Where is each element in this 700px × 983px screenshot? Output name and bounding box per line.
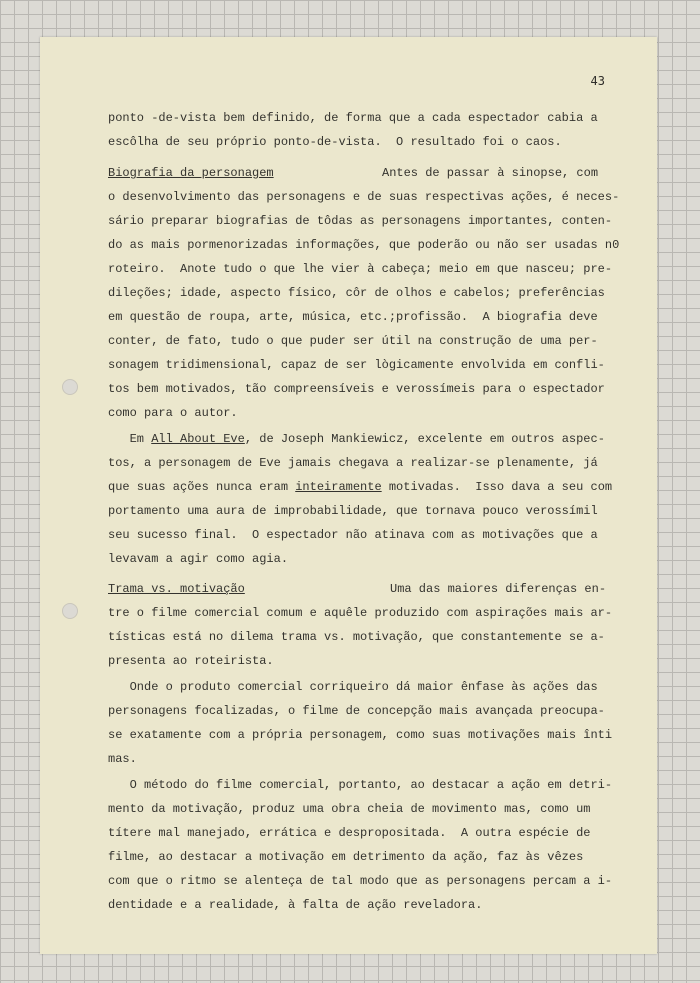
text-line: dileções; idade, aspecto físico, côr de olhos e cabelos; preferências [108, 286, 605, 300]
text-line: seu sucesso final. O espectador não atinava com as motivações que a [108, 528, 598, 542]
text-line: escôlha de seu próprio ponto-de-vista. O resultado foi o caos. [108, 135, 562, 149]
text-line: tos bem motivados, tão compreensíveis e verossímeis para o espectador [108, 382, 605, 396]
text-line: mento da motivação, produz uma obra cheia de movimento mas, como um [108, 802, 591, 816]
text-line: Onde o produto comercial corriqueiro dá maior ênfase às ações das [108, 680, 598, 694]
text-line: do as mais pormenorizadas informações, que poderão ou não ser usadas n0 [108, 238, 620, 252]
text-line: tos, a personagem de Eve jamais chegava a realizar-se plenamente, já [108, 456, 598, 470]
text-line: em questão de roupa, arte, música, etc.;profissão. A biografia deve [108, 310, 598, 324]
text-line: como para o autor. [108, 406, 238, 420]
emphasis-word: inteiramente [295, 480, 382, 494]
text-line: sonagem tridimensional, capaz de ser lògicamente envolvida em confli- [108, 358, 605, 372]
text-line: mas. [108, 752, 137, 766]
text-line: sário preparar biografias de tôdas as personagens importantes, conten- [108, 214, 613, 228]
text-line: Antes de passar à sinopse, com [382, 166, 599, 180]
text-line: ponto -de-vista bem definido, de forma que a cada espectador cabia a [108, 111, 598, 125]
film-title: All About Eve [151, 432, 245, 446]
text-line: levavam a agir como agia. [108, 552, 289, 566]
text-line: se exatamente com a própria personagem, como suas motivações mais înti [108, 728, 613, 742]
text-line: tísticas está no dilema trama vs. motivação, que constantemente se a- [108, 630, 605, 644]
text-line: presenta ao roteirista. [108, 654, 274, 668]
punch-hole [62, 379, 78, 395]
text-line: tre o filme comercial comum e aquêle produzido com aspirações mais ar- [108, 606, 613, 620]
page-number: 43 [590, 74, 605, 88]
text-line: O método do filme comercial, portanto, ao destacar a ação em detri- [108, 778, 613, 792]
text-line: filme, ao destacar a motivação em detrimento da ação, faz às vêzes [108, 850, 584, 864]
text-line: Em All About Eve, de Joseph Mankiewicz, excelente em outros aspec- [108, 432, 605, 446]
text-line: Uma das maiores diferenças en- [390, 582, 607, 596]
text-line: roteiro. Anote tudo o que lhe vier à cabeça; meio em que nasceu; pre- [108, 262, 613, 276]
section-heading-trama: Trama vs. motivação [108, 582, 245, 596]
text-line: dentidade e a realidade, à falta de ação reveladora. [108, 898, 483, 912]
text-line: conter, de fato, tudo o que puder ser útil na construção de uma per- [108, 334, 598, 348]
punch-hole [62, 603, 78, 619]
text-line: personagens focalizadas, o filme de concepção mais avançada preocupa- [108, 704, 605, 718]
text-line: portamento uma aura de improbabilidade, que tornava pouco verossímil [108, 504, 598, 518]
text-line: o desenvolvimento das personagens e de suas respectivas ações, é neces- [108, 190, 620, 204]
section-heading-biografia: Biografia da personagem [108, 166, 274, 180]
text-line: que suas ações nunca eram inteiramente motivadas. Isso dava a seu com [108, 480, 613, 494]
text-line: títere mal manejado, errática e despropositada. A outra espécie de [108, 826, 591, 840]
text-line: com que o ritmo se alenteça de tal modo que as personagens percam a i- [108, 874, 613, 888]
